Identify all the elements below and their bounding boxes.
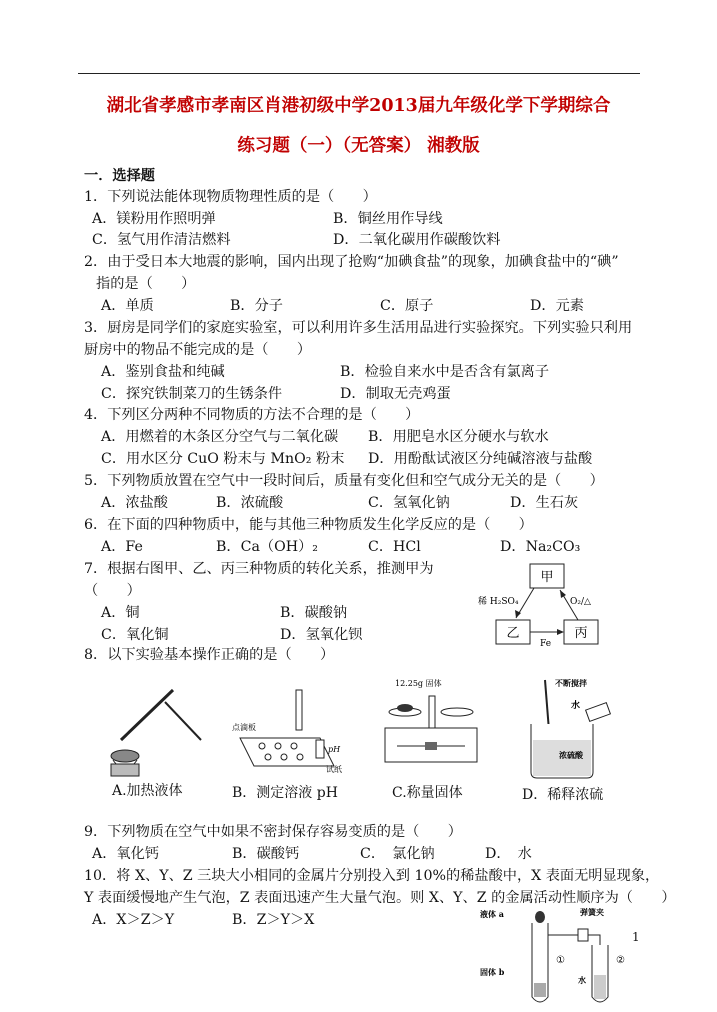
label-dilute-acid: 稀 H₂SO₄ (478, 597, 519, 607)
label-ph: pH (328, 745, 341, 754)
label-water: 水 (578, 975, 586, 985)
section-heading: 一．选择题 (84, 168, 155, 184)
q3-option-b: B．检验自来水中是否含有氯离子 (340, 364, 550, 380)
tube-holder (165, 702, 201, 740)
q1-option-a: A．镁粉用作照明弹 (92, 211, 216, 227)
label-spot-plate: 点滴板 (232, 723, 256, 732)
solid-sample (397, 704, 413, 712)
q9-option-c: C． 氯化钠 (360, 846, 435, 862)
q7-option-c: C．氧化铜 (101, 627, 169, 643)
spring-clip (578, 929, 588, 941)
q8-stem: 8．以下实验基本操作正确的是（ ） (84, 647, 335, 663)
solid-b-sample (534, 983, 546, 997)
rider (425, 742, 437, 750)
q2-option-a: A．单质 (101, 298, 154, 314)
q5-option-c: C．氢氧化钠 (368, 495, 450, 511)
q10-apparatus (480, 905, 640, 1010)
q9-option-b: B．碳酸钙 (232, 846, 300, 862)
q3-option-a: A．鉴别食盐和纯碱 (101, 364, 225, 380)
q6-option-c: C．HCl (368, 539, 421, 555)
q8-fig-diluting-acid (525, 676, 637, 784)
q1-option-d: D．二氧化碳用作碳酸饮料 (333, 232, 501, 248)
test-tube (121, 690, 173, 740)
q10-option-b: B．Z＞Y＞X (232, 912, 315, 928)
doc-title-line2: 练习题（一）（无答案） 湘教版 (237, 136, 480, 156)
q3-stem-line2: 厨房中的物品不能完成的是（ ） (84, 342, 312, 358)
q6-option-d: D．Na₂CO₃ (500, 539, 581, 555)
q1-option-b: B．铜丝用作导线 (333, 211, 443, 227)
ph-paper (316, 740, 324, 758)
q8-option-d: D．稀释浓硫 (522, 787, 604, 803)
label-test-paper: 试纸 (326, 765, 342, 774)
q7-conversion-diagram (468, 560, 638, 650)
q3-option-d: D．制取无壳鸡蛋 (340, 386, 451, 402)
label-bing: 丙 (574, 626, 588, 641)
q8-option-b: B．测定溶液 pH (232, 785, 338, 801)
lamp-base (111, 764, 139, 776)
q10-stem-line1: 10．将 X、Y、Z 三块大小相同的金属片分别投入到 10%的稀盐酸中，X 表面无明显现象， (84, 868, 660, 884)
q5-option-a: A．浓盐酸 (101, 495, 168, 511)
q5-stem: 5．下列物质放置在空气中一段时间后，质量有变化但和空气成分无关的是（ ） (84, 473, 604, 489)
water-fill (594, 975, 606, 999)
balance-pillar (429, 696, 435, 728)
q7-stem-line2: （ ） (84, 583, 141, 599)
dropper (296, 690, 302, 730)
pouring-beaker (586, 703, 611, 722)
page-number: 1 (632, 930, 640, 944)
label-liquid-a: 液体 a (480, 909, 504, 919)
q4-option-a: A．用燃着的木条区分空气与二氧化碳 (101, 429, 339, 445)
q2-option-d: D．元素 (530, 298, 584, 314)
q8-option-a: A.加热液体 (112, 783, 183, 799)
q6-option-b: B．Ca（OH）₂ (216, 539, 318, 555)
q2-option-c: C．原子 (380, 298, 434, 314)
label-stir: 不断搅拌 (555, 678, 587, 688)
dropper-bulb (535, 911, 545, 923)
label-2: ② (616, 955, 625, 966)
q7-option-a: A．铜 (101, 605, 140, 621)
right-pan (441, 708, 473, 716)
q7-option-d: D．氢氧化钡 (280, 627, 363, 643)
q3-stem-line1: 3．厨房是同学们的家庭实验室，可以利用许多生活用品进行实验探究。下列实验只利用 (84, 320, 633, 336)
q2-stem-line1: 2．由于受日本大地震的影响，国内出现了抢购“加碘食盐”的现象，加碘食盐中的“碘” (84, 254, 619, 270)
header-rule (78, 73, 640, 74)
label-conc-acid: 浓硫酸 (559, 750, 583, 760)
flame (111, 750, 139, 762)
label-1: ① (556, 955, 565, 966)
q8-option-c: C.称量固体 (392, 785, 463, 801)
q9-stem: 9．下列物质在空气中如果不密封保存容易变质的是（ ） (84, 824, 462, 840)
q7-option-b: B．碳酸钠 (280, 605, 348, 621)
q9-option-d: D． 水 (485, 846, 532, 862)
q4-stem: 4．下列区分两种不同物质的方法不合理的是（ ） (84, 407, 420, 423)
label-water: 水 (571, 701, 581, 711)
q8-fig-ph-test (232, 680, 344, 780)
q2-option-b: B．分子 (230, 298, 283, 314)
q9-option-a: A．氧化钙 (92, 846, 159, 862)
q7-stem-line1: 7．根据右图甲、乙、丙三种物质的转化关系，推测甲为 (84, 561, 434, 577)
q5-option-d: D．生石灰 (510, 495, 579, 511)
doc-title-line1: 湖北省孝感市孝南区肖港初级中学2013届九年级化学下学期综合 (106, 96, 611, 116)
q4-option-c: C．用水区分 CuO 粉末与 MnO₂ 粉末 (101, 451, 345, 467)
q10-option-a: A．X＞Z＞Y (92, 912, 175, 928)
arrowhead-yi-bing (557, 629, 564, 635)
q3-option-c: C．探究铁制菜刀的生锈条件 (101, 386, 283, 402)
q2-stem-line2: 指的是（ ） (96, 276, 196, 292)
label-spring-clip: 弹簧夹 (580, 907, 604, 917)
arrowhead-bing-jia (560, 590, 566, 598)
label-oxygen-heat: O₂/△ (570, 597, 591, 607)
label-fe: Fe (540, 639, 552, 649)
q5-option-b: B．浓硫酸 (216, 495, 284, 511)
q8-fig-heating-liquid (103, 680, 215, 780)
q6-option-a: A．Fe (101, 539, 143, 555)
q8-fig-balance (375, 676, 487, 780)
q6-stem: 6．在下面的四种物质中，能与其他三种物质发生化学反应的是（ ） (84, 517, 533, 533)
label-jia: 甲 (540, 570, 554, 585)
label-yi: 乙 (506, 626, 520, 641)
q1-option-c: C．氢气用作清洁燃料 (92, 232, 231, 248)
q10-stem-line2: Y 表面缓慢地产生气泡，Z 表面迅速产生大量气泡。则 X、Y、Z 的金属活动性顺序为（ ） (84, 890, 676, 906)
q1-stem: 1．下列说法能体现物质物理性质的是（ ） (84, 189, 377, 205)
q4-option-d: D．用酚酞试液区分纯碱溶液与盐酸 (368, 451, 593, 467)
label-solid-mass: 12.25g 固体 (395, 679, 442, 688)
label-solid-b: 固体 b (480, 967, 505, 977)
q4-option-b: B．用肥皂水区分硬水与软水 (368, 429, 549, 445)
